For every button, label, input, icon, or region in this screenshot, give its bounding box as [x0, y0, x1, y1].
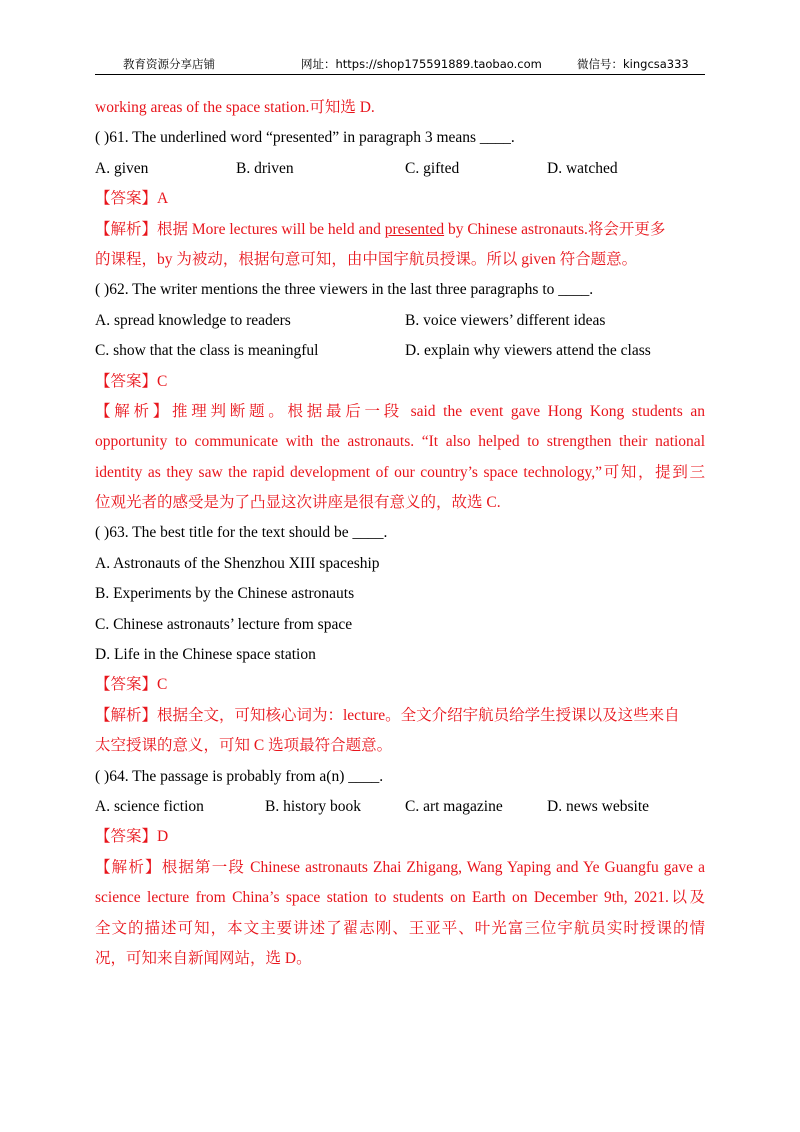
- option-b: B. voice viewers’ different ideas: [405, 311, 606, 329]
- question-61-options: [95, 154, 705, 184]
- question-61-explanation-line: [95, 215, 705, 245]
- header-wechat: 微信号：kingcsa333: [577, 57, 689, 71]
- question-62-stem: ( )62. The writer mentions the three viewers in the last three paragraphs to ____.: [95, 281, 594, 299]
- option-d: D. Life in the Chinese space station: [95, 646, 316, 664]
- option-d: D. watched: [547, 159, 618, 177]
- option-b: B. driven: [236, 159, 294, 177]
- option-a: A. given: [95, 159, 149, 177]
- option-c: C. art magazine: [405, 797, 503, 815]
- question-62-options-row: [95, 336, 705, 366]
- option-c: C. Chinese astronauts’ lecture from space: [95, 615, 353, 633]
- question-64-explanation-line: 况，可知来自新闻网站，选 D。: [95, 949, 312, 967]
- option-d: D. explain why viewers attend the class: [405, 342, 651, 360]
- question-63-explanation-line: 【解析】根据全文，可知核心词为：lecture。全文介绍宇航员给学生授课以及这些来自: [95, 706, 680, 724]
- question-64-stem: ( )64. The passage is probably from a(n) ____.: [95, 767, 384, 785]
- question-61-answer: 【答案】A: [95, 190, 169, 208]
- option-c: C. show that the class is meaningful: [95, 342, 319, 360]
- question-62-answer: 【答案】C: [95, 372, 168, 390]
- question-64-answer: 【答案】D: [95, 828, 169, 846]
- question-62-explanation-line: 【解析】推理判断题。根据最后一段 said the event gave Hong Kong students an: [95, 402, 705, 420]
- page-header: [95, 56, 705, 76]
- question-64-explanation-line: 【解析】根据第一段 Chinese astronauts Zhai Zhigang, Wang Yaping and Ye Guangfu gave a: [95, 858, 705, 876]
- option-b: B. history book: [265, 797, 362, 815]
- option-c: C. gifted: [405, 159, 460, 177]
- question-62-explanation-line: opportunity to communicate with the astronauts. “It also helped to strengthen their national: [95, 433, 705, 451]
- header-divider: [95, 74, 705, 75]
- question-63-answer: 【答案】C: [95, 676, 168, 694]
- question-64-options: [95, 792, 705, 822]
- option-a: A. spread knowledge to readers: [95, 311, 291, 329]
- explanation-text: by Chinese astronauts.将会开更多: [444, 220, 666, 238]
- option-a: A. Astronauts of the Shenzhou XIII spaceship: [95, 554, 380, 572]
- header-url: 网址：https://shop175591889.taobao.com: [301, 57, 542, 71]
- option-d: D. news website: [547, 797, 650, 815]
- question-62-explanation-line: 位观光者的感受是为了凸显这次讲座是很有意义的，故选 C.: [95, 494, 501, 512]
- explanation-line: working areas of the space station.可知选 D.: [95, 99, 375, 116]
- header-shop-name: 教育资源分享店铺: [123, 57, 215, 71]
- question-61-stem: ( )61. The underlined word “presented” in paragraph 3 means ____.: [95, 129, 515, 147]
- question-63-explanation-line: 太空授课的意义，可知 C 选项最符合题意。: [95, 737, 393, 755]
- question-62-explanation-line: identity as they saw the rapid development of our country’s space technology,”可知，提到三: [95, 463, 705, 481]
- question-61-explanation-line: 的课程，by 为被动，根据句意可知，由中国宇航员授课。所以 given 符合题意。: [95, 250, 638, 268]
- question-64-explanation-line: science lecture from China’s space station to students on Earth on December 9th, 2021.以及: [95, 889, 705, 907]
- option-a: A. science fiction: [95, 797, 204, 815]
- explanation-text: 【解析】根据 More lectures will be held and: [95, 220, 385, 238]
- underlined-word: presented: [384, 220, 445, 238]
- option-b: B. Experiments by the Chinese astronauts: [95, 585, 355, 603]
- question-63-stem: ( )63. The best title for the text should be ____.: [95, 524, 388, 542]
- document-body: [95, 93, 705, 974]
- question-62-options-row: [95, 306, 705, 336]
- question-64-explanation-line: 全文的描述可知，本文主要讲述了翟志刚、王亚平、叶光富三位宇航员实时授课的情: [95, 919, 705, 937]
